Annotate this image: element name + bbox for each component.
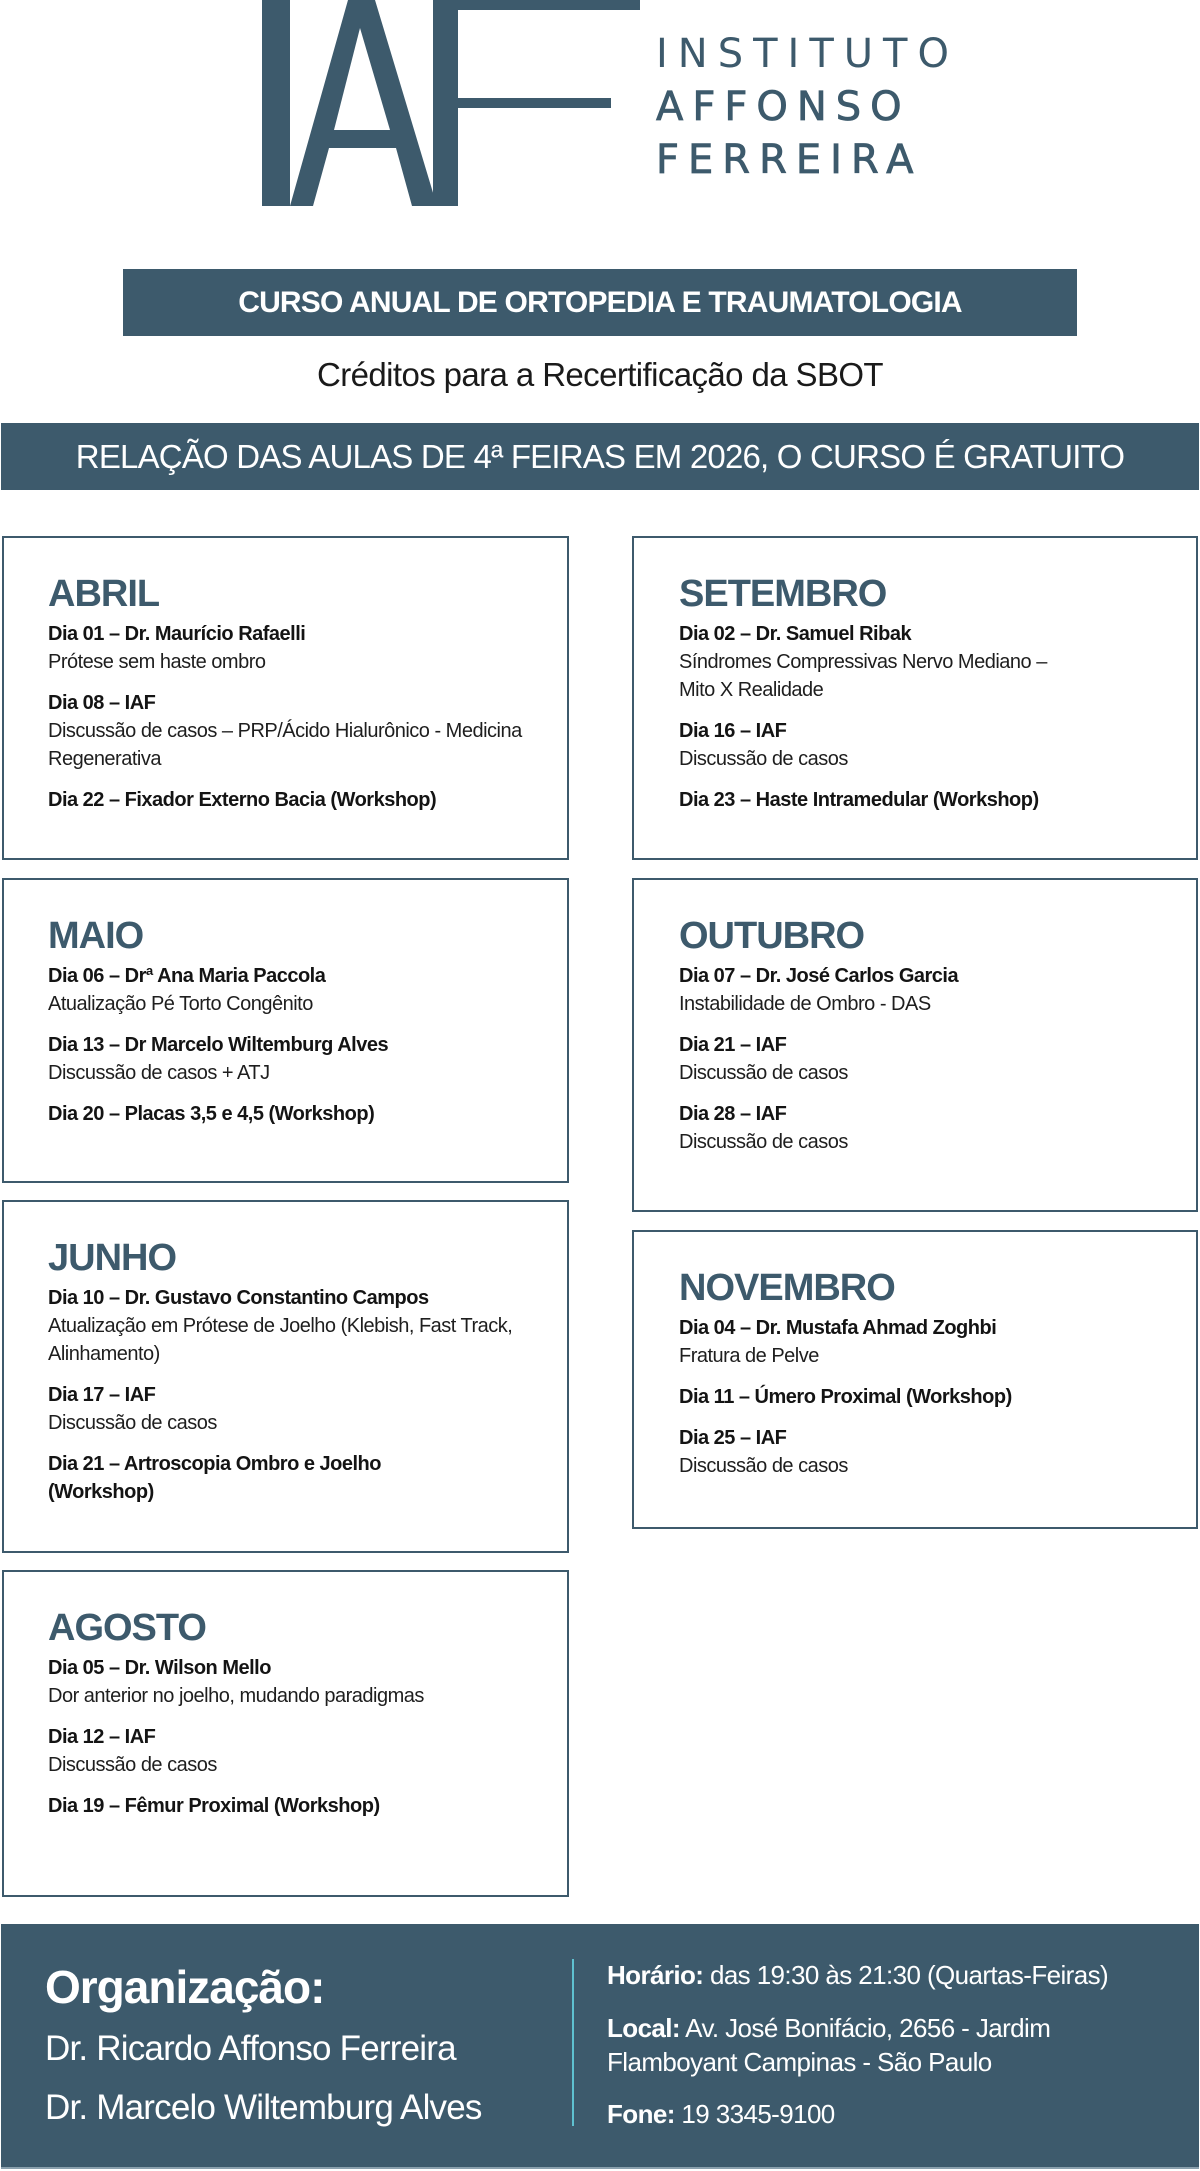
lecture-entry xyxy=(48,1100,547,1128)
lecture-title: Dia 04 – Dr. Mustafa Ahmad Zoghbi xyxy=(679,1317,997,1339)
lecture-entry xyxy=(48,1723,547,1779)
month-title: SETEMBRO xyxy=(679,573,887,615)
lecture-entry xyxy=(48,786,547,814)
subtitle: Créditos para a Recertificação da SBOT xyxy=(317,356,883,393)
lecture-title: Dia 25 – IAF xyxy=(679,1427,787,1449)
lecture-entry xyxy=(48,1381,547,1437)
iaf-logo-mark xyxy=(240,0,640,214)
lecture-entry xyxy=(48,620,547,676)
lecture-entry xyxy=(679,1031,1176,1087)
month-card-maio xyxy=(2,878,569,1183)
schedule-info xyxy=(607,1958,1108,1992)
phone-info xyxy=(607,2097,835,2131)
lecture-title: Dia 20 – Placas 3,5 e 4,5 (Workshop) xyxy=(48,1103,375,1125)
course-title-banner: CURSO ANUAL DE ORTOPEDIA E TRAUMATOLOGIA xyxy=(123,269,1077,336)
location-line1: Av. José Bonifácio, 2656 - Jardim xyxy=(685,2013,1051,2043)
lecture-desc: Dor anterior no joelho, mudando paradigmas xyxy=(48,1685,424,1707)
lecture-entry xyxy=(679,962,1176,1018)
lecture-entry xyxy=(48,1450,547,1506)
iaf-monogram-icon xyxy=(240,0,640,214)
lecture-desc: Instabilidade de Ombro - DAS xyxy=(679,993,931,1015)
logo-line-instituto: INSTITUTO xyxy=(656,31,959,77)
phone-value: 19 3345-9100 xyxy=(681,2099,835,2129)
month-title: ABRIL xyxy=(48,573,160,615)
lecture-entry xyxy=(679,1383,1176,1411)
phone-label: Fone: xyxy=(607,2099,675,2129)
organizer-name: Dr. Marcelo Wiltemburg Alves xyxy=(45,2088,482,2127)
month-card-abril xyxy=(2,536,569,860)
lecture-entry xyxy=(679,717,1176,773)
month-card-setembro xyxy=(632,536,1198,860)
lecture-title: Dia 07 – Dr. José Carlos Garcia xyxy=(679,965,959,987)
month-title: JUNHO xyxy=(48,1237,177,1279)
lecture-entry xyxy=(679,1100,1176,1156)
lecture-title: Dia 22 – Fixador Externo Bacia (Workshop) xyxy=(48,789,437,811)
organizer-name: Dr. Ricardo Affonso Ferreira xyxy=(45,2029,456,2068)
lecture-title: Dia 08 – IAF xyxy=(48,692,156,714)
month-card-junho xyxy=(2,1200,569,1553)
location-label: Local: xyxy=(607,2013,680,2043)
lecture-desc: Prótese sem haste ombro xyxy=(48,651,266,673)
lecture-title: Dia 13 – Dr Marcelo Wiltemburg Alves xyxy=(48,1034,389,1056)
schedule-banner: RELAÇÃO DAS AULAS DE 4ª FEIRAS EM 2026, O CURSO É GRATUITO xyxy=(1,423,1199,490)
month-card-outubro xyxy=(632,878,1198,1212)
lecture-title: Dia 11 – Úmero Proximal (Workshop) xyxy=(679,1386,1012,1408)
lecture-desc: Discussão de casos xyxy=(48,1754,217,1776)
lecture-desc: Atualização Pé Torto Congênito xyxy=(48,993,313,1015)
lecture-desc: Síndromes Compressivas Nervo Mediano – Mito X Realidade xyxy=(679,651,1047,701)
lecture-entry xyxy=(48,1284,547,1368)
lecture-title: Dia 19 – Fêmur Proximal (Workshop) xyxy=(48,1795,380,1817)
lecture-title: Dia 23 – Haste Intramedular (Workshop) xyxy=(679,789,1039,811)
schedule-value: das 19:30 às 21:30 (Quartas-Feiras) xyxy=(709,1960,1109,1990)
month-title: AGOSTO xyxy=(48,1607,206,1649)
month-title: OUTUBRO xyxy=(679,915,865,957)
lecture-title: Dia 21 – IAF xyxy=(679,1034,787,1056)
lecture-desc: Discussão de casos xyxy=(48,1412,217,1434)
lecture-entry xyxy=(48,962,547,1018)
lecture-title: Dia 21 – Artroscopia Ombro e Joelho (Workshop) xyxy=(48,1453,381,1503)
schedule-label: Horário: xyxy=(607,1960,704,1990)
location-line2: Flamboyant Campinas - São Paulo xyxy=(607,2047,992,2077)
lecture-desc: Discussão de casos xyxy=(679,1455,848,1477)
month-title: MAIO xyxy=(48,915,144,957)
lecture-entry xyxy=(48,1792,547,1820)
lecture-title: Dia 05 – Dr. Wilson Mello xyxy=(48,1657,271,1679)
lecture-desc: Discussão de casos + ATJ xyxy=(48,1062,270,1084)
location-info xyxy=(607,2011,1050,2079)
month-title: NOVEMBRO xyxy=(679,1267,895,1309)
lecture-desc: Discussão de casos – PRP/Ácido Hialurônico - Medicina Regenerativa xyxy=(48,720,522,770)
lecture-entry xyxy=(679,620,1176,704)
lecture-desc: Discussão de casos xyxy=(679,748,848,770)
lecture-desc: Atualização em Prótese de Joelho (Klebish, Fast Track, Alinhamento) xyxy=(48,1315,513,1365)
lecture-title: Dia 01 – Dr. Maurício Rafaelli xyxy=(48,623,306,645)
lecture-entry xyxy=(48,1654,547,1710)
lecture-title: Dia 10 – Dr. Gustavo Constantino Campos xyxy=(48,1287,429,1309)
lecture-title: Dia 02 – Dr. Samuel Ribak xyxy=(679,623,912,645)
lecture-desc: Discussão de casos xyxy=(679,1131,848,1153)
month-card-agosto xyxy=(2,1570,569,1897)
lecture-title: Dia 28 – IAF xyxy=(679,1103,787,1125)
lecture-entry xyxy=(48,689,547,773)
lecture-entry xyxy=(679,786,1176,814)
lecture-desc: Discussão de casos xyxy=(679,1062,848,1084)
footer-info-panel xyxy=(1,1924,1199,2169)
lecture-title: Dia 16 – IAF xyxy=(679,720,787,742)
lecture-title: Dia 12 – IAF xyxy=(48,1726,156,1748)
footer-divider xyxy=(572,1959,574,2126)
lecture-entry xyxy=(48,1031,547,1087)
logo-line-ferreira: FERREIRA xyxy=(656,137,923,183)
lecture-title: Dia 17 – IAF xyxy=(48,1384,156,1406)
logo-wordmark xyxy=(656,28,959,187)
logo-line-affonso: AFFONSO xyxy=(656,84,911,130)
lecture-entry xyxy=(679,1424,1176,1480)
organization-heading: Organização: xyxy=(45,1961,325,2013)
lecture-title: Dia 06 – Drª Ana Maria Paccola xyxy=(48,965,326,987)
lecture-desc: Fratura de Pelve xyxy=(679,1345,819,1367)
month-card-novembro xyxy=(632,1230,1198,1529)
lecture-entry xyxy=(679,1314,1176,1370)
